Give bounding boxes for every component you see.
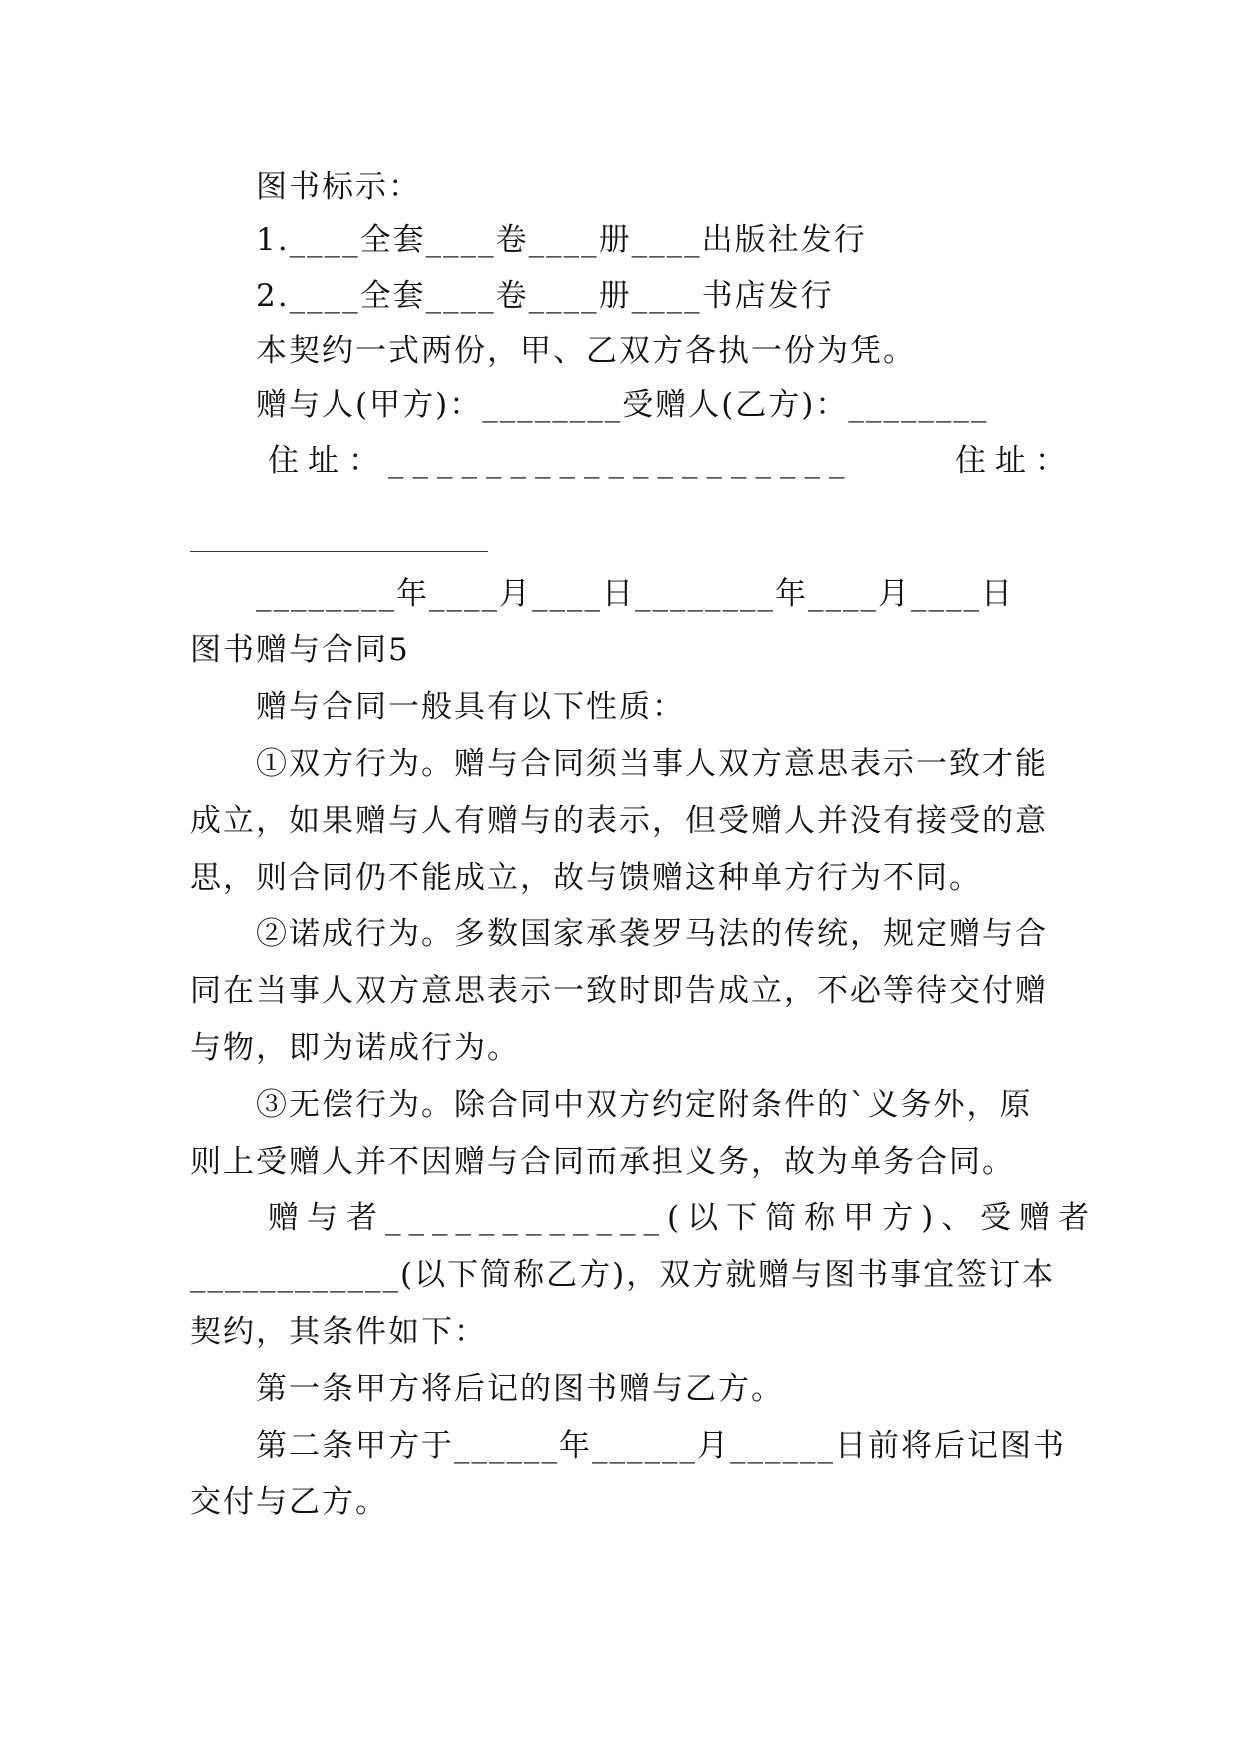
paragraph-1-line-3: 思，则合同仍不能成立，故与馈赠这种单方行为不同。 <box>190 860 982 896</box>
copies-clause: 本契约一式两份，甲、乙双方各执一份为凭。 <box>256 333 916 369</box>
paragraph-3-line-1: ③无偿行为。除合同中双方约定附条件的`义务外，原 <box>256 1087 1033 1123</box>
book-item-1: 1.____全套____卷____册____出版社发行 <box>256 222 867 258</box>
booklist-heading: 图书标示： <box>256 169 421 205</box>
article-2-line-1: 第二条甲方于______年______月______日前将后记图书 <box>256 1428 1066 1464</box>
paragraph-2-line-2: 同在当事人双方意思表示一致时即告成立，不必等待交付赠 <box>190 973 1048 1009</box>
paragraph-2-line-1: ②诺成行为。多数国家承袭罗马法的传统，规定赠与合 <box>256 916 1048 952</box>
address-right: 住址： <box>955 443 1075 479</box>
paragraph-1-line-1: ①双方行为。赠与合同须当事人双方意思表示一致才能 <box>256 746 1048 782</box>
address-left: 住址：___________________ <box>268 443 854 479</box>
signature-line: 赠与人(甲方)：________受赠人(乙方)：________ <box>256 387 989 423</box>
date-line: ________年____月____日________年____月____日 <box>256 576 1014 612</box>
book-item-2: 2.____全套____卷____册____书店发行 <box>256 278 834 314</box>
intro-line: 赠与合同一般具有以下性质： <box>256 689 685 725</box>
article-2-line-2: 交付与乙方。 <box>190 1484 388 1520</box>
article-1: 第一条甲方将后记的图书赠与乙方。 <box>256 1371 784 1407</box>
section-title: 图书赠与合同5 <box>190 632 410 668</box>
address-underline <box>190 551 488 552</box>
paragraph-3-line-2: 则上受赠人并不因赠与合同而承担义务，故为单务合同。 <box>190 1144 1015 1180</box>
paragraph-4-line-1: 赠与者____________(以下简称甲方)、受赠者 <box>268 1200 1098 1236</box>
paragraph-1-line-2: 成立，如果赠与人有赠与的表示，但受赠人并没有接受的意 <box>190 803 1048 839</box>
paragraph-4-line-3: 契约，其条件如下： <box>190 1314 487 1350</box>
paragraph-2-line-3: 与物，即为诺成行为。 <box>190 1030 520 1066</box>
paragraph-4-line-2: ____________(以下简称乙方)，双方就赠与图书事宜签订本 <box>190 1257 1056 1293</box>
